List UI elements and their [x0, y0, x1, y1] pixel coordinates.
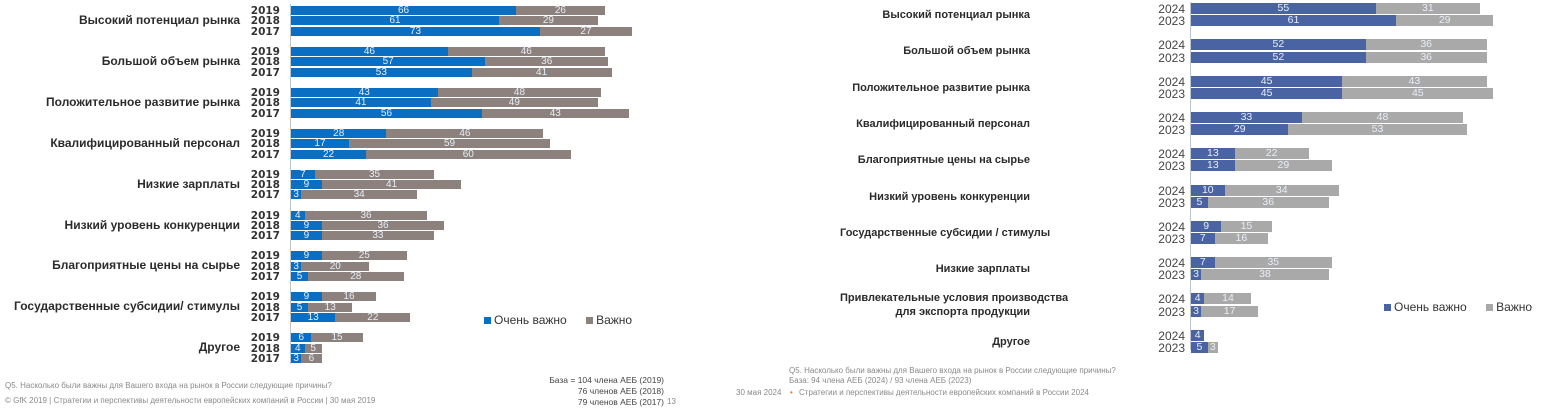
legend-item-important: Важно [1486, 300, 1532, 314]
year-label: 2019 [250, 168, 280, 181]
bar-segment-very-important: 13 [1191, 160, 1235, 171]
bar-segment-very-important: 66 [291, 6, 516, 15]
bar-segment-very-important: 3 [291, 354, 301, 363]
category-label: Благоприятные цены на сырье [857, 154, 1030, 167]
bar-segment-very-important: 9 [291, 221, 322, 230]
bar-segment-very-important: 4 [291, 211, 305, 220]
year-label: 2018 [250, 97, 280, 110]
year-label: 2018 [250, 138, 280, 151]
bar-segment-important: 35 [315, 170, 434, 179]
year-label: 2023 [1158, 50, 1185, 65]
year-label: 2024 [1158, 147, 1185, 162]
bar-segment-important: 31 [1376, 3, 1480, 14]
bar-segment-important: 59 [349, 139, 550, 148]
category-label: Высокий потенциал рынка [79, 13, 240, 27]
bar-segment-important: 41 [322, 180, 462, 189]
legend-item-important: Важно [586, 313, 632, 327]
category-label: Государственные субсидии / стимулы [840, 226, 1051, 239]
year-label: 2023 [1158, 195, 1185, 210]
category-label: Государственные субсидии/ стимулы [14, 299, 240, 314]
bar-segment-very-important: 56 [291, 109, 482, 118]
bar-segment-important: 20 [301, 262, 369, 271]
legend-swatch-very-important [1384, 304, 1391, 311]
bar-segment-important: 15 [1221, 221, 1271, 232]
legend-swatch-important [1486, 304, 1493, 311]
bar-segment-very-important: 5 [291, 272, 308, 281]
year-label: 2019 [250, 250, 280, 263]
bar-segment-important: 53 [1288, 124, 1466, 135]
year-label: 2019 [250, 291, 280, 304]
category-label: Квалифицированный персонал [50, 135, 240, 150]
bar-segment-important: 36 [305, 211, 428, 220]
bar-segment-important: 3 [1208, 342, 1218, 353]
year-label: 2024 [1158, 183, 1185, 198]
bar-segment-very-important: 46 [291, 47, 448, 56]
legend-swatch-very-important [484, 317, 491, 324]
bar-segment-important: 28 [308, 272, 403, 281]
year-label: 2017 [250, 353, 280, 365]
bar-segment-important: 46 [386, 129, 543, 138]
year-label: 2023 [1158, 304, 1185, 319]
bar-segment-important: 26 [516, 6, 605, 15]
year-label: 2024 [1158, 256, 1185, 271]
right-footer-source: Стратегии и перспективы деятельности европейских компаний в России 2024 [799, 388, 1089, 397]
year-label: 2017 [250, 25, 280, 38]
category-label: Большой объем рынка [903, 45, 1030, 58]
bar-segment-very-important: 9 [291, 231, 322, 240]
bar-segment-very-important: 43 [291, 88, 438, 97]
year-label: 2019 [250, 127, 280, 140]
category-label: Другое [198, 340, 240, 355]
category-label: Низкие зарплаты [137, 176, 240, 191]
bar-segment-very-important: 3 [1191, 269, 1201, 280]
year-label: 2024 [1158, 74, 1185, 89]
bar-segment-important: 36 [1366, 39, 1487, 50]
legend-item-very-important: Очень важно [484, 313, 567, 327]
year-label: 2019 [250, 5, 280, 17]
bar-segment-very-important: 5 [1191, 197, 1208, 208]
bar-segment-important: 35 [1215, 257, 1333, 268]
category-label: Положительное развитие рынка [46, 94, 240, 109]
year-label: 2024 [1158, 328, 1185, 343]
bar-segment-important: 16 [322, 292, 377, 301]
bar-segment-important: 27 [540, 27, 632, 36]
year-label: 2023 [1158, 14, 1185, 29]
category-label: Большой объем рынка [101, 53, 240, 68]
year-label: 2023 [1158, 86, 1185, 101]
bar-segment-important: 29 [499, 16, 598, 25]
year-label: 2017 [250, 312, 280, 325]
left-base-note: База = 104 члена АЕБ (2019) 76 членов АЕБ (2018) 79 членов АЕБ (2017) [549, 375, 664, 407]
bar-segment-very-important: 5 [291, 303, 308, 312]
bar-segment-very-important: 7 [1191, 257, 1215, 268]
bar-segment-important: 49 [431, 98, 598, 107]
year-label: 2018 [250, 15, 280, 28]
bar-segment-very-important: 45 [1191, 76, 1342, 87]
year-label: 2017 [250, 230, 280, 243]
year-label: 2017 [250, 107, 280, 120]
bar-segment-very-important: 52 [1191, 39, 1366, 50]
bar-segment-very-important: 13 [291, 313, 335, 322]
category-label: Низкий уровень конкуренции [869, 190, 1030, 203]
bar-segment-very-important: 6 [291, 333, 311, 342]
year-label: 2024 [1158, 2, 1185, 16]
year-label: 2018 [250, 260, 280, 273]
bar-segment-very-important: 9 [1191, 221, 1221, 232]
legend-item-very-important: Очень важно [1384, 300, 1467, 314]
bar-segment-important: 22 [1235, 148, 1309, 159]
year-label: 2018 [250, 301, 280, 314]
bar-segment-important: 16 [1215, 233, 1269, 244]
bar-segment-very-important: 7 [1191, 233, 1215, 244]
category-label: Другое [992, 335, 1030, 348]
bar-segment-very-important: 4 [1191, 330, 1204, 341]
year-label: 2024 [1158, 292, 1185, 307]
right-footer-date: 30 мая 2024 [736, 388, 782, 397]
year-label: 2023 [1158, 123, 1185, 138]
bar-segment-very-important: 29 [1191, 124, 1288, 135]
bar-segment-important: 36 [485, 57, 608, 66]
bar-segment-important: 17 [1201, 306, 1258, 317]
bar-segment-very-important: 61 [291, 16, 499, 25]
bar-segment-important: 36 [1366, 52, 1487, 63]
left-footer-question: Q5. Насколько были важны для Вашего входа на рынок в России следующие причины? [5, 381, 332, 390]
year-label: 2023 [1158, 340, 1185, 355]
year-label: 2017 [250, 271, 280, 284]
year-label: 2017 [250, 66, 280, 79]
bar-segment-very-important: 9 [291, 251, 322, 260]
bar-segment-important: 29 [1235, 160, 1332, 171]
bar-segment-important: 13 [308, 303, 352, 312]
bar-segment-important: 36 [1208, 197, 1329, 208]
bar-segment-very-important: 9 [291, 292, 322, 301]
left-footer-source: © GfK 2019 | Стратегии и перспективы деятельности европейских компаний в России | 30 мая 2019 [5, 396, 376, 405]
bar-segment-very-important: 4 [1191, 293, 1204, 304]
bar-segment-important: 36 [322, 221, 445, 230]
bar-segment-very-important: 3 [291, 262, 301, 271]
right-footer-base: База: 94 члена АЕБ (2024) / 93 члена АЕБ (2023) [789, 376, 972, 385]
category-label: Благоприятные цены на сырье [52, 258, 240, 273]
category-label: Низкий уровень конкуренции [64, 217, 240, 232]
year-label: 2024 [1158, 38, 1185, 53]
bar-segment-important: 46 [448, 47, 605, 56]
year-label: 2018 [250, 179, 280, 191]
year-label: 2019 [250, 45, 280, 58]
bar-segment-important: 43 [1342, 76, 1486, 87]
bar-segment-very-important: 57 [291, 57, 485, 66]
category-label: Низкие зарплаты [935, 263, 1030, 276]
year-label: 2023 [1158, 159, 1185, 174]
year-label: 2023 [1158, 232, 1185, 246]
bar-segment-very-important: 41 [291, 98, 431, 107]
bar-segment-very-important: 22 [291, 150, 366, 159]
bar-segment-very-important: 53 [291, 68, 472, 77]
bar-segment-very-important: 10 [1191, 185, 1225, 196]
year-label: 2018 [250, 56, 280, 69]
legend-swatch-important [586, 317, 593, 324]
bar-segment-important: 6 [301, 354, 321, 363]
bar-segment-important: 34 [301, 190, 417, 199]
bar-segment-important: 41 [472, 68, 612, 77]
year-label: 2019 [250, 86, 280, 99]
right-legend [1384, 300, 1548, 314]
page-number: 13 [667, 397, 676, 406]
category-label: Квалифицированный персонал [856, 117, 1030, 130]
year-label: 2018 [250, 342, 280, 355]
category-label: Привлекательные условия производства для экспорта продукции [840, 292, 1069, 319]
year-label: 2019 [250, 332, 280, 345]
right-footer-question: Q5. Насколько были важны для Вашего входа на рынок в России следующие причины? [789, 366, 1116, 375]
year-label: 2024 [1158, 219, 1185, 234]
bar-segment-very-important: 55 [1191, 3, 1376, 14]
year-label: 2017 [250, 189, 280, 202]
bar-segment-very-important: 5 [1191, 342, 1208, 353]
bar-segment-important: 48 [438, 88, 602, 97]
bar-segment-very-important: 7 [291, 170, 315, 179]
bar-segment-important: 14 [1204, 293, 1251, 304]
bar-segment-important: 15 [311, 333, 362, 342]
year-label: 2017 [250, 148, 280, 161]
bar-segment-important: 33 [322, 231, 435, 240]
bar-segment-very-important: 9 [291, 180, 322, 189]
year-label: 2024 [1158, 110, 1185, 125]
bar-segment-important: 25 [322, 251, 407, 260]
year-label: 2019 [250, 209, 280, 222]
bar-segment-important: 34 [1225, 185, 1339, 196]
bar-segment-very-important: 45 [1191, 88, 1342, 99]
bar-segment-very-important: 73 [291, 27, 540, 36]
category-label: Высокий потенциал рынка [882, 9, 1030, 21]
bar-segment-very-important: 3 [291, 190, 301, 199]
bar-segment-important: 43 [482, 109, 629, 118]
bar-segment-important: 60 [366, 150, 571, 159]
category-label: Положительное развитие рынка [852, 81, 1030, 94]
year-label: 2023 [1158, 268, 1185, 283]
bar-segment-important: 22 [335, 313, 410, 322]
left-legend [484, 313, 648, 327]
year-label: 2018 [250, 219, 280, 232]
bar-segment-very-important: 17 [291, 139, 349, 148]
bar-segment-very-important: 3 [1191, 306, 1201, 317]
bar-segment-important: 48 [1302, 112, 1463, 123]
bar-segment-important: 38 [1201, 269, 1329, 280]
bar-segment-important: 5 [305, 344, 322, 353]
bar-segment-very-important: 61 [1191, 15, 1396, 26]
footer-bullet-icon: • [790, 388, 793, 397]
bar-segment-very-important: 52 [1191, 52, 1366, 63]
bar-segment-important: 29 [1396, 15, 1493, 26]
bar-segment-very-important: 4 [291, 344, 305, 353]
bar-segment-very-important: 13 [1191, 148, 1235, 159]
bar-segment-very-important: 28 [291, 129, 386, 138]
bar-segment-important: 45 [1342, 88, 1493, 99]
bar-segment-very-important: 33 [1191, 112, 1302, 123]
